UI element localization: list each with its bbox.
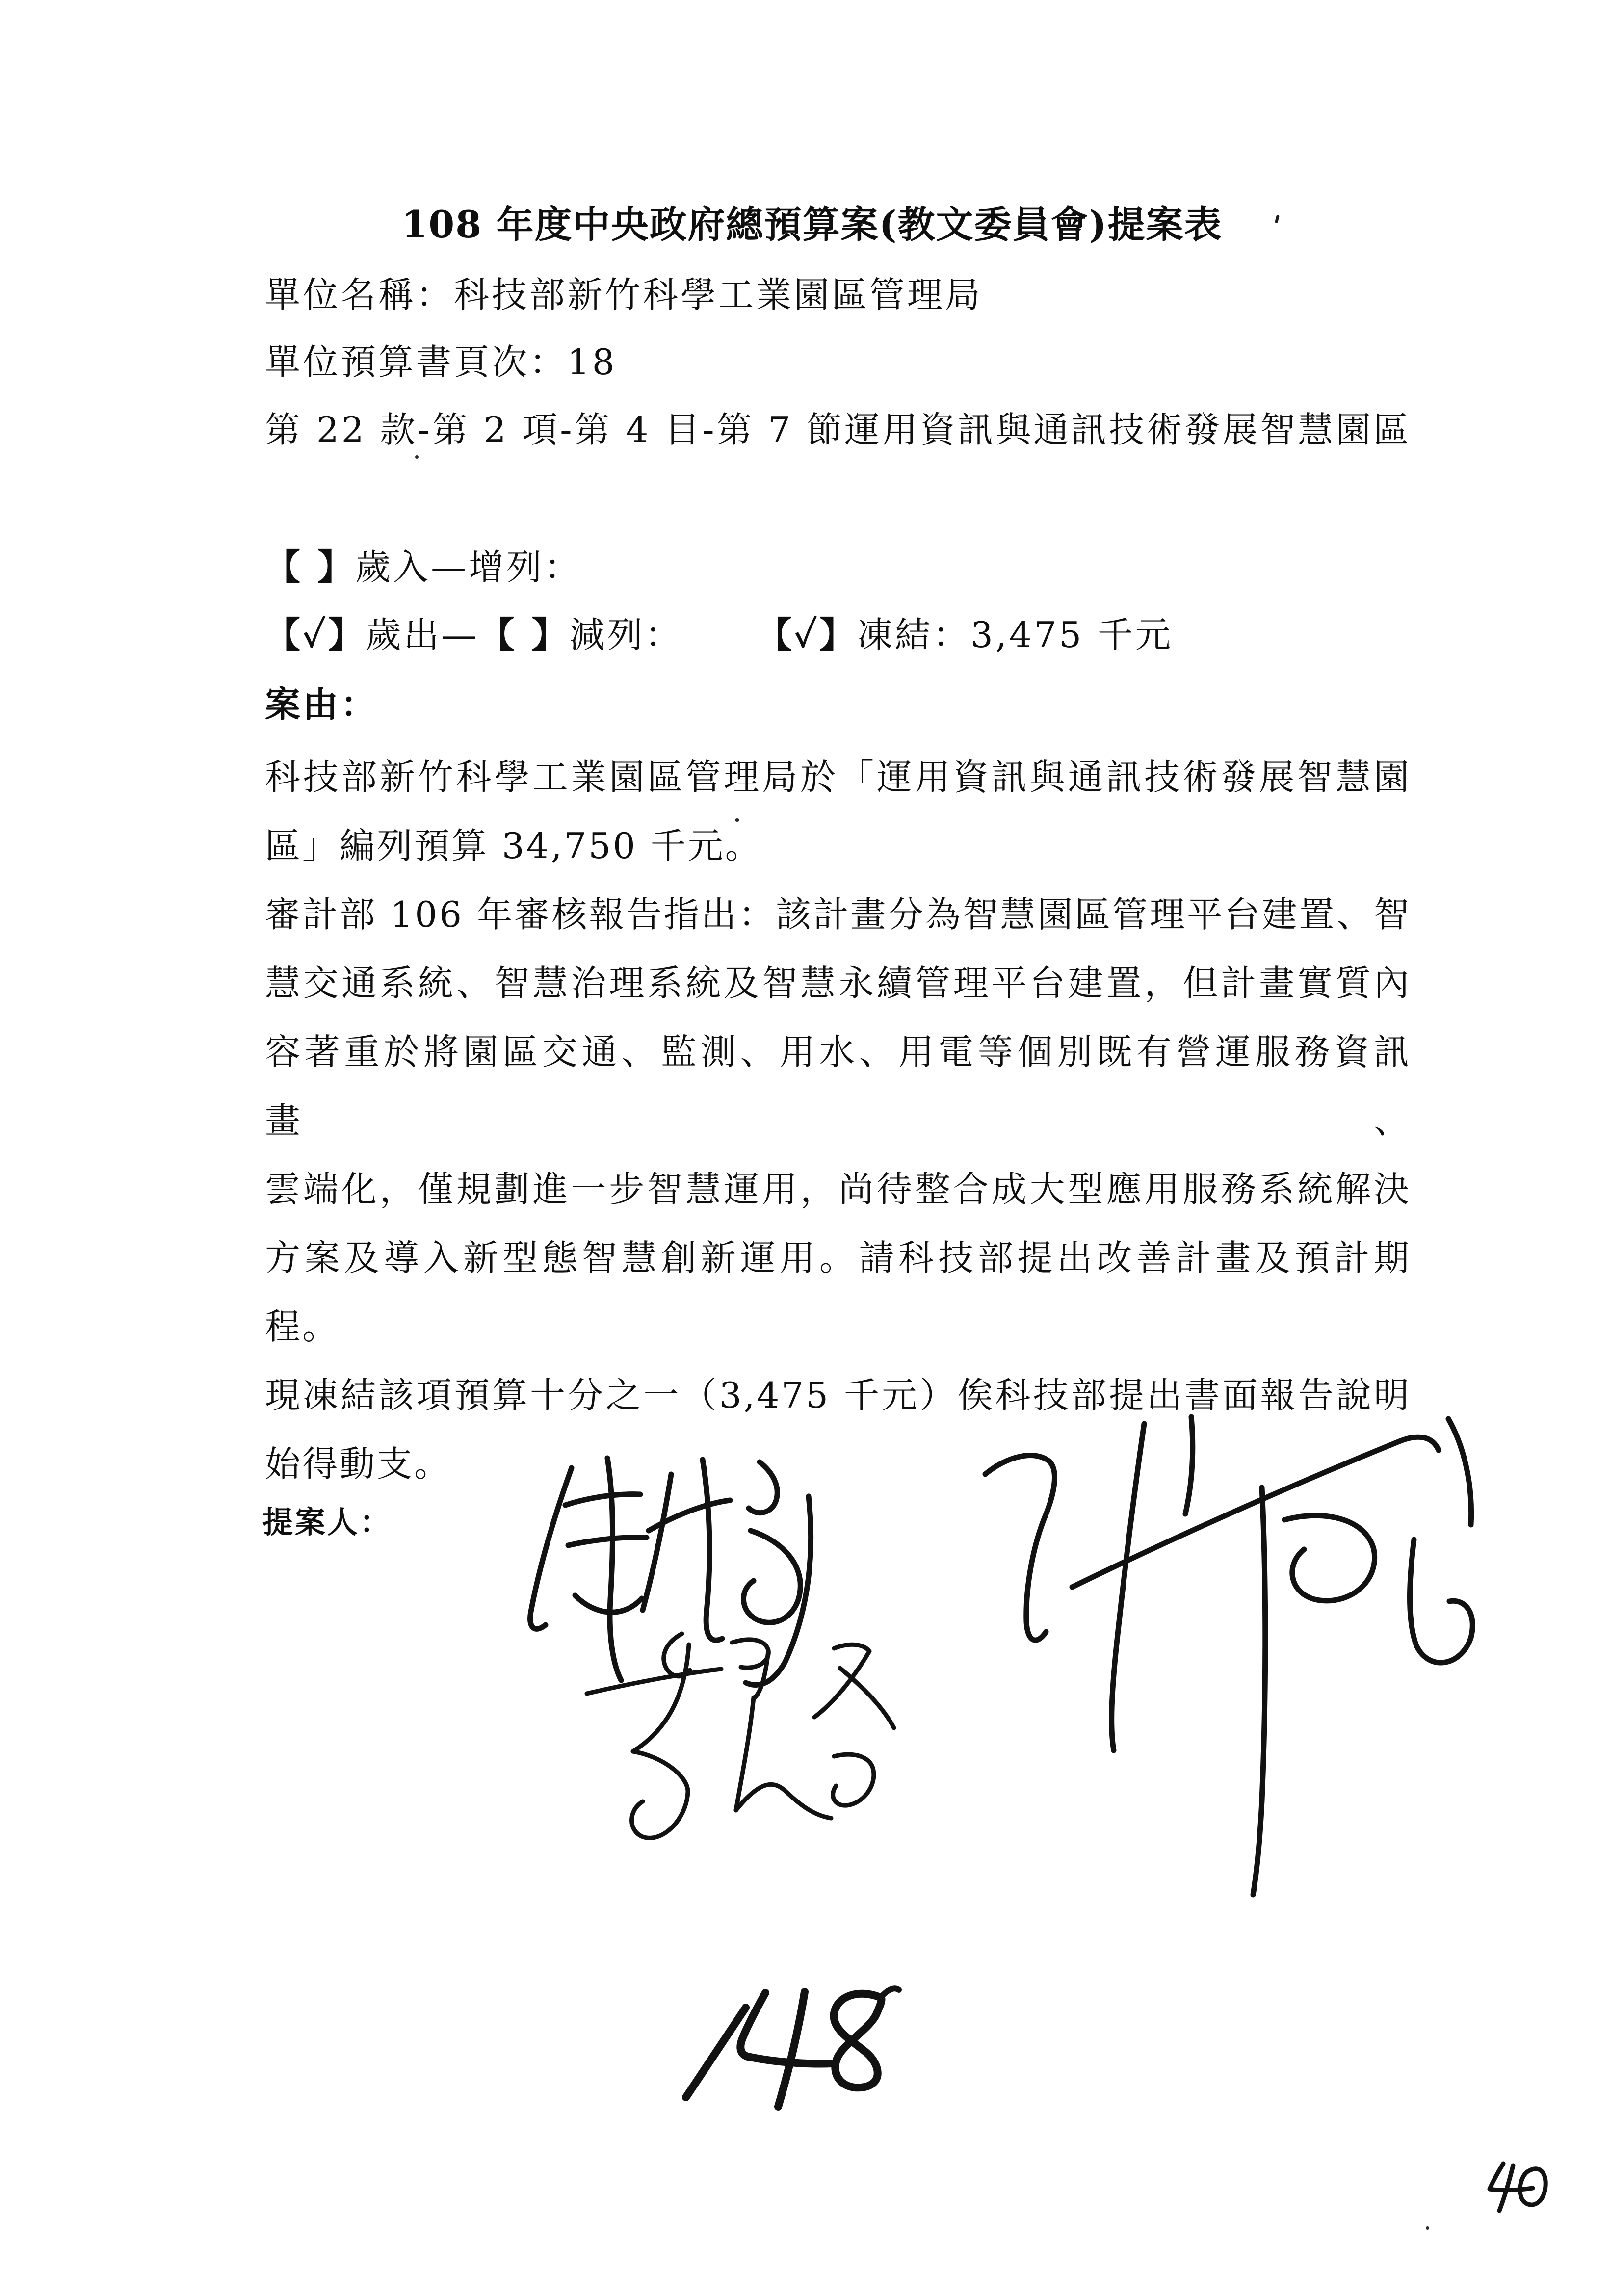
case-text-line: 始得動支。 [265, 1443, 452, 1485]
handwritten-corner-number [1482, 2156, 1555, 2218]
page-title: 108 年度中央政府總預算案(教文委員會)提案表 [401, 203, 1223, 246]
unit-budget-page-line: 單位預算書頁次：18 [265, 341, 617, 383]
option-line-expenditure [265, 614, 1174, 655]
case-text-line: 慧交通系統、智慧治理系統及智慧永續管理平台建置，但計畫實質內 [265, 963, 1411, 1004]
option-label-revenue: 歲入—增列： [355, 547, 582, 588]
case-text-line: 審計部 106 年審核報告指出：該計畫分為智慧園區管理平台建置、智 [265, 894, 1411, 935]
option-label-expenditure: 歲出— [366, 614, 479, 655]
case-text-line: 雲端化，僅規劃進一步智慧運用，尚待整合成大型應用服務系統解決 [265, 1169, 1411, 1210]
scan-speck [415, 455, 419, 459]
budget-item-line: 第 22 款-第 2 項-第 4 目-第 7 節運用資訊與通訊技術發展智慧園區 [265, 409, 1412, 450]
proposer-signature-3 [559, 1619, 932, 1864]
case-heading: 案由： [265, 683, 379, 725]
case-text-line: 區」編列預算 34,750 千元。 [265, 825, 762, 866]
handwritten-page-number [677, 1982, 908, 2119]
scan-speck [1426, 2226, 1429, 2230]
case-text-line: 科技部新竹科學工業園區管理局於「運用資訊與通訊技術發展智慧園 [265, 757, 1411, 798]
case-text-line: 方案及導入新型態智慧創新運用。請科技部提出改善計畫及預計期 [265, 1237, 1411, 1278]
option-label-reduction: 減列： [569, 614, 683, 655]
checkbox-freeze-checked: 【✓】 [756, 614, 858, 655]
proposer-signature-2 [971, 1403, 1482, 1904]
checkbox-revenue-increase: 【 】 [265, 546, 356, 588]
unit-name-line: 單位名稱：科技部新竹科學工業園區管理局 [265, 274, 983, 315]
option-line-revenue [265, 546, 582, 588]
scan-speck [735, 818, 739, 822]
checkbox-expenditure-checked: 【✓】 [265, 614, 366, 655]
case-text-line: 程。 [265, 1306, 340, 1347]
proposer-heading: 提案人： [262, 1504, 393, 1540]
case-body [265, 743, 1411, 1498]
case-text-line: 容著重於將園區交通、監測、用水、用電等個別既有營運服務資訊畫、 [265, 1031, 1411, 1141]
checkbox-reduction-empty: 【 】 [479, 614, 570, 655]
option-label-freeze-amount: 凍結：3,475 千元 [857, 614, 1174, 655]
case-text-line: 現凍結該項預算十分之一（3,475 千元）俟科技部提出書面報告說明 [265, 1375, 1411, 1416]
